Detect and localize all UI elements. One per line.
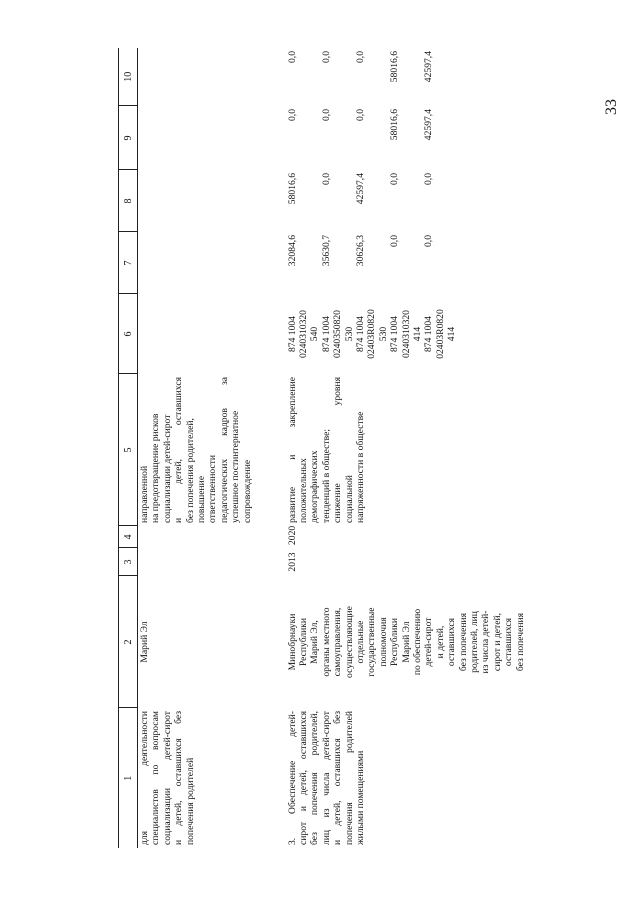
text-line: социализации детей-сирот — [161, 414, 173, 523]
header-col-3: 3 — [119, 548, 138, 576]
text-line: 414 — [411, 326, 423, 342]
text-line: положительных — [297, 458, 309, 523]
text-line: направленной — [139, 465, 150, 523]
text-line: сопровождение — [241, 459, 253, 523]
text-line: государственные — [366, 607, 378, 677]
text-line: по обеспечению — [411, 608, 423, 676]
value-line: 42597,4 — [423, 109, 435, 141]
text-line: 02403R0820 — [366, 309, 378, 359]
header-col-5: 5 — [119, 374, 138, 526]
header-col-2: 2 — [119, 576, 138, 708]
cell-value-col7 — [286, 232, 528, 294]
header-col-6: 6 — [119, 294, 138, 374]
value-line: 0,0 — [320, 173, 332, 185]
value-line: 0,0 — [423, 235, 435, 247]
text-line: 530 — [343, 326, 355, 342]
cell-value — [138, 106, 286, 170]
text-line: попечения родителей — [184, 757, 196, 845]
text-line: ответственности — [207, 455, 219, 523]
text-line: Марий Эл — [400, 621, 412, 663]
header-col-10: 10 — [119, 48, 138, 106]
text-line: 0240310320 — [400, 310, 412, 358]
text-line: 874 1004 — [389, 316, 401, 352]
text-line: социальной — [343, 475, 355, 523]
value-line: 0,0 — [320, 109, 332, 121]
text-line: органы местного — [320, 607, 332, 677]
text-line: напряженности в обществе — [354, 411, 366, 523]
text-line: Республики — [389, 617, 401, 667]
text-line: 3. Обеспечение детей- — [286, 711, 298, 845]
text-line: Минобрнауки — [286, 613, 298, 671]
cell-value-col9 — [286, 106, 528, 170]
text-line: жилыми помещениями — [354, 750, 366, 845]
header-row — [119, 48, 138, 848]
value-line: 0,0 — [354, 109, 366, 121]
text-line: Марий Эл — [139, 621, 150, 663]
text-line: лиц из числа детей-сирот — [320, 711, 332, 845]
text-line: на предотвращение рисков — [150, 413, 162, 523]
text-line: 0240350820 — [332, 310, 344, 358]
text-line: успешное постинтернатное — [230, 410, 242, 523]
text-line: полномочия — [377, 617, 389, 667]
header-col-1: 1 — [119, 708, 138, 848]
text-line: 874 1004 — [423, 316, 435, 352]
value-line: 58016,6 — [286, 173, 298, 205]
text-line: отдельные — [354, 620, 366, 664]
text-line: 0240310320 — [297, 310, 309, 358]
text-line: и детей, оставшихся — [173, 377, 185, 523]
text-line: без попечения — [514, 612, 526, 672]
table-row — [138, 48, 286, 848]
cell-start-year — [138, 548, 286, 576]
value-line: 0,0 — [354, 51, 366, 63]
page-number: 33 — [603, 99, 620, 115]
text-line: оставшихся — [446, 617, 458, 667]
budget-table — [118, 48, 527, 848]
cell-end-year: 2020 — [286, 525, 298, 545]
text-line: 02403R0820 — [434, 309, 446, 359]
cell-value — [138, 232, 286, 294]
text-line: демографических — [309, 450, 321, 523]
value-line: 0,0 — [286, 109, 298, 121]
text-line: без попечения — [457, 612, 469, 672]
text-line: для деятельности — [139, 711, 150, 845]
value-line: 42597,4 — [423, 51, 435, 83]
value-line: 0,0 — [389, 173, 401, 185]
text-line: родителей, лиц — [469, 611, 480, 673]
cell-executor — [138, 576, 286, 708]
header-col-9: 9 — [119, 106, 138, 170]
text-line: сирот и детей, оставшихся — [297, 711, 309, 845]
value-line: 0,0 — [389, 235, 401, 247]
header-col-7: 7 — [119, 232, 138, 294]
cell-value-col10 — [286, 48, 528, 106]
text-line: снижение уровня — [332, 377, 344, 523]
text-line: оставшихся — [503, 617, 515, 667]
text-line: повышение — [196, 475, 208, 523]
text-line: детей-сирот — [423, 617, 435, 667]
value-line: 0,0 — [423, 173, 435, 185]
text-line: из числа детей- — [480, 610, 492, 674]
header-col-8: 8 — [119, 170, 138, 232]
cell-start-year: 2013 — [286, 552, 298, 572]
cell-result — [286, 374, 528, 526]
text-line: и детей, оставшихся без — [173, 711, 185, 845]
value-line: 32084,6 — [286, 235, 298, 267]
value-line: 0,0 — [286, 51, 298, 63]
text-line: тенденций в обществе; — [320, 429, 332, 523]
text-line: попечения родителей — [343, 711, 355, 845]
table-row — [286, 48, 528, 848]
cell-executor — [286, 576, 528, 708]
value-line: 35630,7 — [320, 235, 332, 267]
text-line: Республики — [297, 617, 309, 667]
cell-activity — [138, 708, 286, 848]
text-line: без попечения родителей, — [184, 418, 196, 523]
value-line: 0,0 — [320, 51, 332, 63]
text-line: 530 — [377, 326, 389, 342]
cell-value-col8 — [286, 170, 528, 232]
cell-activity — [286, 708, 528, 848]
text-line: и детей, — [434, 625, 446, 659]
text-line: социализации детей-сирот — [161, 711, 173, 845]
header-col-4: 4 — [119, 526, 138, 548]
cell-result — [138, 374, 286, 526]
text-line: 414 — [446, 326, 458, 342]
text-line: специалистов по вопросам — [150, 711, 162, 845]
rotated-table-wrapper — [118, 48, 588, 848]
cell-value — [138, 48, 286, 106]
text-line: без попечения родителей, — [309, 711, 321, 845]
value-line: 58016,6 — [389, 109, 401, 141]
cell-end-year — [138, 526, 286, 548]
text-line: осуществляющие — [343, 606, 355, 678]
text-line: 540 — [309, 326, 321, 342]
text-line: Марий Эл, — [309, 620, 321, 664]
value-line: 30626,3 — [354, 235, 366, 267]
text-line: педагогических кадров за — [218, 377, 230, 523]
text-line: 874 1004 — [320, 316, 332, 352]
text-line: 874 1004 — [286, 316, 298, 352]
cell-code — [138, 294, 286, 374]
value-line: 42597,4 — [354, 173, 366, 205]
cell-value — [138, 170, 286, 232]
text-line: развитие и закрепление — [286, 377, 298, 523]
text-line: 874 1004 — [354, 316, 366, 352]
text-line: самоуправления, — [332, 607, 344, 677]
text-line: и детей, оставшихся без — [332, 711, 344, 845]
cell-code — [286, 294, 528, 374]
text-line: сирот и детей, — [491, 612, 503, 672]
value-line: 58016,6 — [389, 51, 401, 83]
